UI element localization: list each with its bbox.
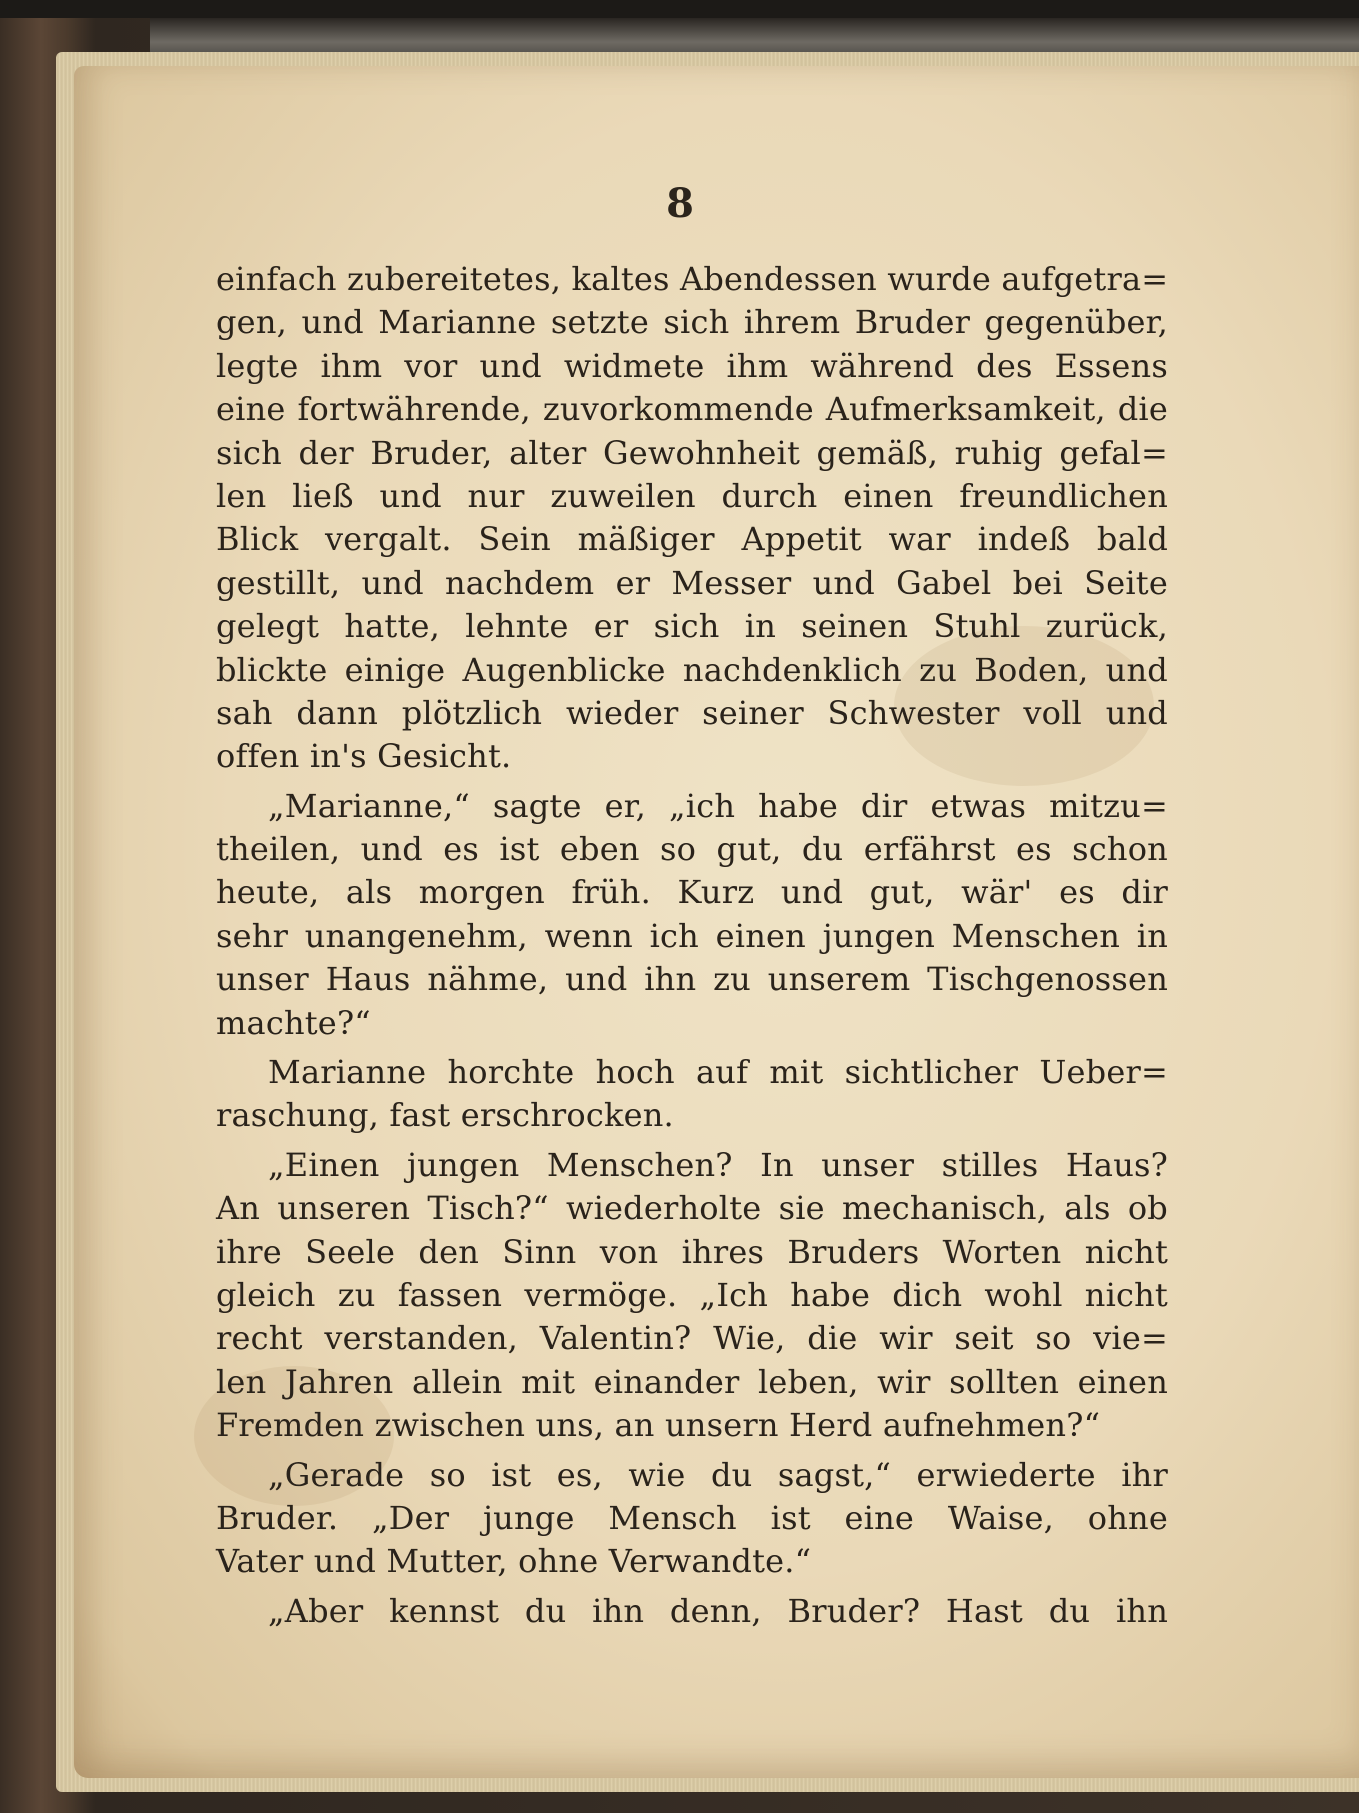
text-line: machte?“ <box>216 1003 371 1042</box>
text-line: Bruder. „Der junge Mensch ist eine Waise, ohne <box>216 1498 1168 1537</box>
text-line: Marianne horchte hoch auf mit sichtlicher Ueber= <box>268 1053 1168 1092</box>
text-line: gleich zu fassen vermöge. „Ich habe dich wohl nicht <box>216 1275 1168 1314</box>
text-line: sehr unangenehm, wenn ich einen jungen Menschen in <box>216 916 1168 955</box>
text-line: theilen, und es ist eben so gut, du erfährst es schon <box>216 830 1168 869</box>
text-line: „Einen jungen Menschen? In unser stilles Haus? <box>268 1145 1168 1184</box>
text-line: unser Haus nähme, und ihn zu unserem Tischgenossen <box>216 960 1168 999</box>
text-line: len Jahren allein mit einander leben, wir sollten einen <box>216 1362 1168 1401</box>
paragraph <box>216 1590 1168 1633</box>
text-line: einfach zubereitetes, kaltes Abendessen wurde aufgetra= <box>216 260 1169 298</box>
text-line: blickte einige Augenblicke nachdenklich zu Boden, und <box>216 650 1168 689</box>
text-line: An unseren Tisch?“ wiederholte sie mechanisch, als ob <box>216 1189 1168 1228</box>
text-line: gen, und Marianne setzte sich ihrem Bruder gegenüber, <box>216 303 1168 342</box>
text-line: „Gerade so ist es, wie du sagst,“ erwiederte ihr <box>268 1455 1168 1494</box>
text-line: Fremden zwischen uns, an unsern Herd aufnehmen?“ <box>216 1406 1101 1445</box>
text-line: gestillt, und nachdem er Messer und Gabel bei Seite <box>216 563 1168 602</box>
text-line: eine fortwährende, zuvorkommende Aufmerksamkeit, die <box>216 390 1168 429</box>
body-text <box>216 258 1168 1633</box>
text-line: gelegt hatte, lehnte er sich in seinen Stuhl zurück, <box>216 607 1168 646</box>
paragraph <box>216 258 1168 779</box>
text-line: recht verstanden, Valentin? Wie, die wir seit so vie= <box>216 1319 1168 1358</box>
text-line: Blick vergalt. Sein mäßiger Appetit war indeß bald <box>216 520 1168 559</box>
text-line: legte ihm vor und widmete ihm während des Essens <box>216 346 1168 385</box>
text-line: Vater und Mutter, ohne Verwandte.“ <box>216 1542 812 1581</box>
text-line: heute, als morgen früh. Kurz und gut, wär' es dir <box>216 873 1168 912</box>
text-line: len ließ und nur zuweilen durch einen freundlichen <box>216 476 1168 515</box>
paragraph <box>216 785 1168 1045</box>
text-line: „Aber kennst du ihn denn, Bruder? Hast du ihn <box>268 1591 1168 1630</box>
text-line: offen in's Gesicht. <box>216 737 512 776</box>
text-line: ihre Seele den Sinn von ihres Bruders Worten nicht <box>216 1232 1168 1271</box>
paragraph <box>216 1144 1168 1448</box>
text-line: sich der Bruder, alter Gewohnheit gemäß, ruhig gefal= <box>216 433 1168 472</box>
text-line: raschung, fast erschrocken. <box>216 1096 674 1135</box>
page-number: 8 <box>666 180 694 227</box>
paragraph <box>216 1051 1168 1138</box>
text-line: „Marianne,“ sagte er, „ich habe dir etwas mitzu= <box>268 786 1168 825</box>
text-line: sah dann plötzlich wieder seiner Schwester voll und <box>216 693 1168 732</box>
paragraph <box>216 1454 1168 1584</box>
